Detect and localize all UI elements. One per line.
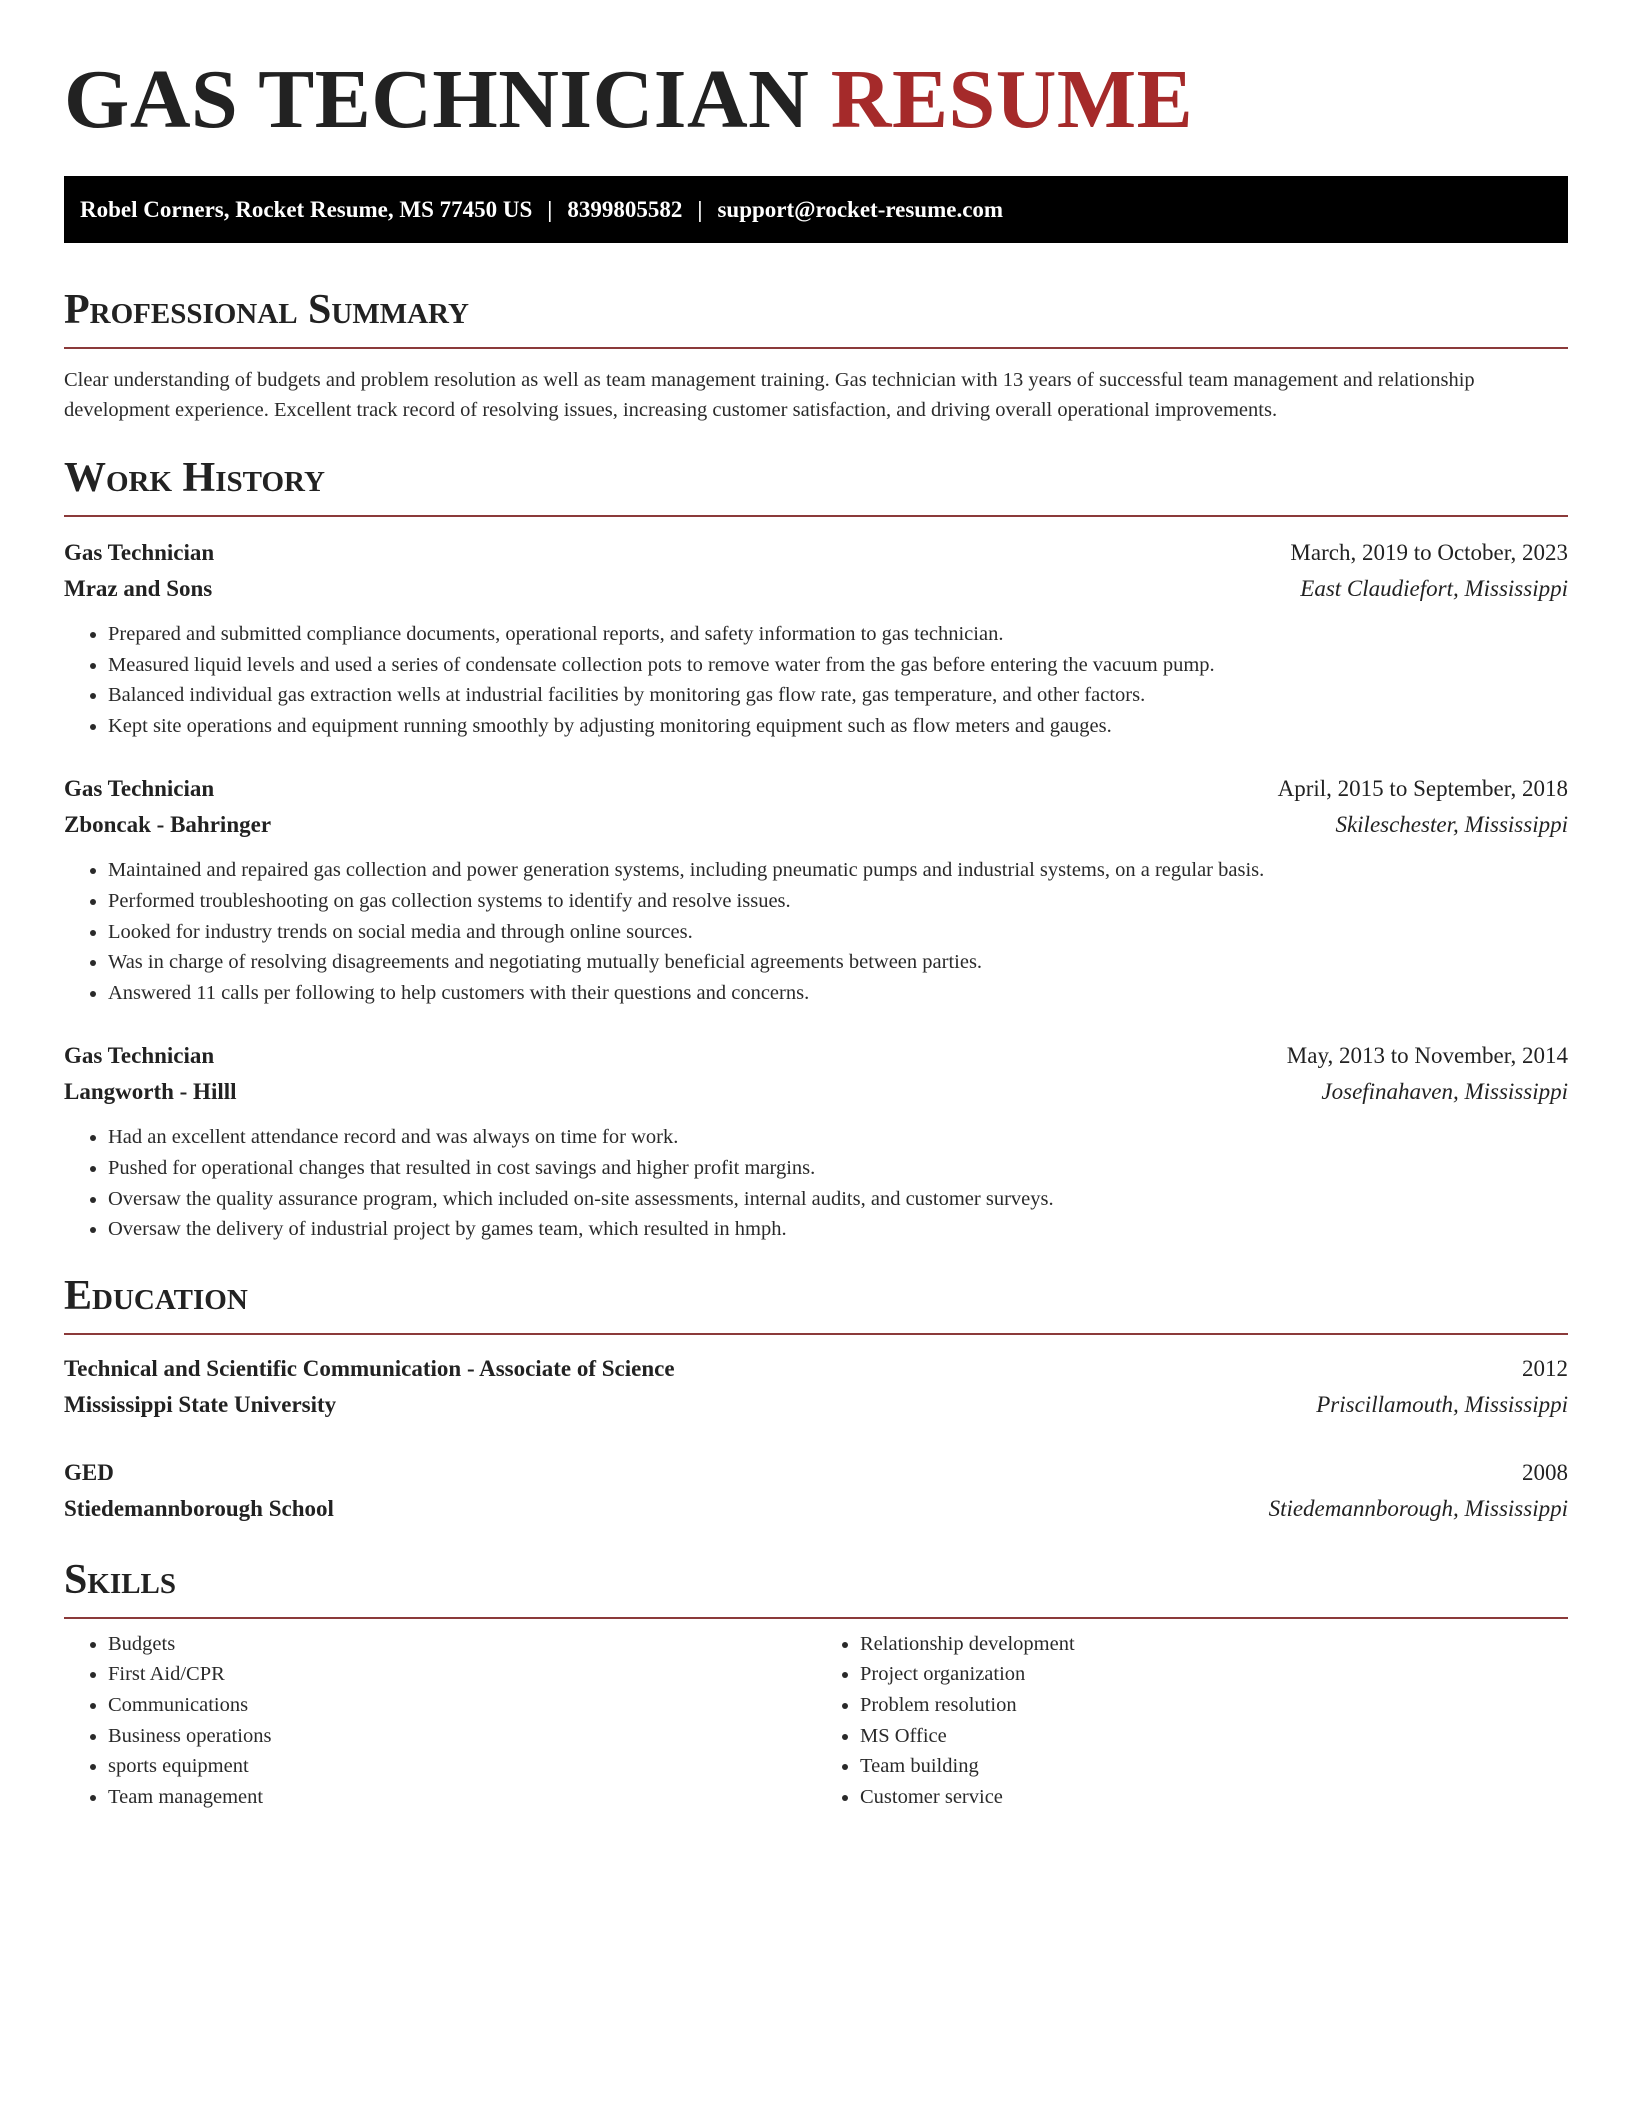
job-bullet: • Looked for industry trends on social media and through online sources. bbox=[108, 917, 1568, 948]
job-bullet: • Oversaw the quality assurance program, which included on-site assessments, internal audits, and customer surveys. bbox=[108, 1184, 1568, 1215]
job-title: Gas Technician bbox=[64, 776, 215, 802]
job-header-row bbox=[64, 535, 1568, 571]
skill-item: • sports equipment bbox=[108, 1751, 816, 1782]
skill-item: • Team management bbox=[108, 1782, 816, 1813]
skill-item: • Project organization bbox=[860, 1659, 1568, 1690]
job-bullet: • Had an excellent attendance record and was always on time for work. bbox=[108, 1122, 1568, 1153]
summary-heading: Professional Summary bbox=[64, 287, 469, 333]
skill-item: • Communications bbox=[108, 1690, 816, 1721]
job-bullet: • Pushed for operational changes that resulted in cost savings and higher profit margins. bbox=[108, 1153, 1568, 1184]
job-bullet: • Answered 11 calls per following to help customers with their questions and concerns. bbox=[108, 978, 1568, 1009]
job-header-row bbox=[64, 771, 1568, 807]
skills-columns bbox=[64, 1629, 1568, 1813]
job-bullet: • Performed troubleshooting on gas collection systems to identify and resolve issues. bbox=[108, 886, 1568, 917]
work-history-heading: Work History bbox=[64, 455, 325, 501]
education-school-row bbox=[64, 1491, 1568, 1527]
job-dates: May, 2013 to November, 2014 bbox=[1286, 1043, 1568, 1069]
skills-list-left bbox=[64, 1629, 816, 1813]
skill-item: • Budgets bbox=[108, 1629, 816, 1660]
section-divider bbox=[64, 515, 1568, 517]
job-company-row bbox=[64, 571, 1568, 607]
education-header-row bbox=[64, 1455, 1568, 1491]
job-bullet: • Maintained and repaired gas collection and power generation systems, including pneumatic pumps and industrial systems, on a regular basis. bbox=[108, 855, 1568, 886]
job-bullet: • Kept site operations and equipment running smoothly by adjusting monitoring equipment such as flow meters and gauges. bbox=[108, 711, 1568, 742]
work-history-section bbox=[64, 453, 1568, 1245]
summary-text: Clear understanding of budgets and problem resolution as well as team management training. Gas technician with 13 years of successful team management and relationship development experience. Excellent track record of resolving issues, increasing customer satisfaction, and driving overall operational improvements. bbox=[64, 369, 1475, 421]
resume-title bbox=[64, 0, 1568, 150]
title-accent: RESUME bbox=[830, 53, 1194, 146]
job-location: Josefinahaven, Mississippi bbox=[1321, 1079, 1568, 1105]
job-title: Gas Technician bbox=[64, 540, 215, 565]
contact-separator: | bbox=[697, 196, 703, 222]
contact-phone: 8399805582 bbox=[567, 196, 683, 222]
education-entry bbox=[64, 1351, 1568, 1423]
summary-section bbox=[64, 285, 1568, 425]
skills-list-right bbox=[816, 1629, 1568, 1813]
education-year: 2008 bbox=[1522, 1459, 1568, 1485]
contact-email: support@rocket-resume.com bbox=[717, 196, 1004, 222]
skill-item: • Customer service bbox=[860, 1782, 1568, 1813]
skill-item: • Relationship development bbox=[860, 1629, 1568, 1660]
contact-separator: | bbox=[547, 196, 553, 222]
resume-page bbox=[64, 0, 1568, 1812]
contact-bar bbox=[64, 176, 1568, 243]
section-divider bbox=[64, 347, 1568, 349]
job-title: Gas Technician bbox=[64, 1043, 215, 1069]
job-dates: April, 2015 to September, 2018 bbox=[1277, 776, 1568, 802]
education-school: Stiedemannborough School bbox=[64, 1495, 334, 1521]
job-bullet: • Balanced individual gas extraction wells at industrial facilities by monitoring gas flow rate, gas temperature, and other factors. bbox=[108, 680, 1568, 711]
skill-item: • Business operations bbox=[108, 1721, 816, 1752]
job-entry bbox=[64, 1038, 1568, 1244]
job-bullets bbox=[64, 855, 1568, 1008]
job-bullet: • Measured liquid levels and used a series of condensate collection pots to remove water from the gas before entering the vacuum pump. bbox=[108, 650, 1568, 681]
job-header-row bbox=[64, 1038, 1568, 1074]
job-bullet: • Was in charge of resolving disagreements and negotiating mutually beneficial agreements between parties. bbox=[108, 947, 1568, 978]
education-heading: Education bbox=[64, 1272, 248, 1319]
job-bullet: • Prepared and submitted compliance documents, operational reports, and safety information to gas technician. bbox=[108, 619, 1568, 650]
job-location: Skileschester, Mississippi bbox=[1335, 812, 1568, 838]
section-divider bbox=[64, 1617, 1568, 1619]
education-degree: GED bbox=[64, 1459, 114, 1485]
skills-heading: Skills bbox=[64, 1556, 177, 1603]
contact-address: Robel Corners, Rocket Resume, MS 77450 US bbox=[80, 196, 533, 222]
job-company-row bbox=[64, 807, 1568, 843]
education-school-row bbox=[64, 1387, 1568, 1423]
education-year: 2012 bbox=[1522, 1355, 1568, 1381]
skill-item: • MS Office bbox=[860, 1721, 1568, 1752]
education-location: Priscillamouth, Mississippi bbox=[1316, 1391, 1568, 1417]
job-entry bbox=[64, 535, 1568, 741]
job-dates: March, 2019 to October, 2023 bbox=[1290, 540, 1568, 565]
education-degree: Technical and Scientific Communication - Associate of Science bbox=[64, 1355, 675, 1381]
section-divider bbox=[64, 1333, 1568, 1335]
title-main: GAS TECHNICIAN bbox=[64, 53, 831, 146]
skill-item: • Team building bbox=[860, 1751, 1568, 1782]
job-bullets bbox=[64, 1122, 1568, 1244]
job-company: Langworth - Hilll bbox=[64, 1079, 237, 1105]
job-company: Mraz and Sons bbox=[64, 576, 213, 601]
education-entry bbox=[64, 1455, 1568, 1527]
skill-item: • First Aid/CPR bbox=[108, 1659, 816, 1690]
job-bullets bbox=[64, 619, 1568, 741]
skills-section bbox=[64, 1555, 1568, 1813]
job-bullet: • Oversaw the delivery of industrial project by games team, which resulted in hmph. bbox=[108, 1214, 1568, 1245]
education-header-row bbox=[64, 1351, 1568, 1387]
job-entry bbox=[64, 771, 1568, 1008]
job-company-row bbox=[64, 1074, 1568, 1110]
job-location: East Claudiefort, Mississippi bbox=[1300, 576, 1568, 601]
education-location: Stiedemannborough, Mississippi bbox=[1268, 1495, 1568, 1521]
education-school: Mississippi State University bbox=[64, 1391, 337, 1417]
education-section bbox=[64, 1271, 1568, 1527]
skill-item: • Problem resolution bbox=[860, 1690, 1568, 1721]
job-company: Zboncak - Bahringer bbox=[64, 812, 272, 838]
